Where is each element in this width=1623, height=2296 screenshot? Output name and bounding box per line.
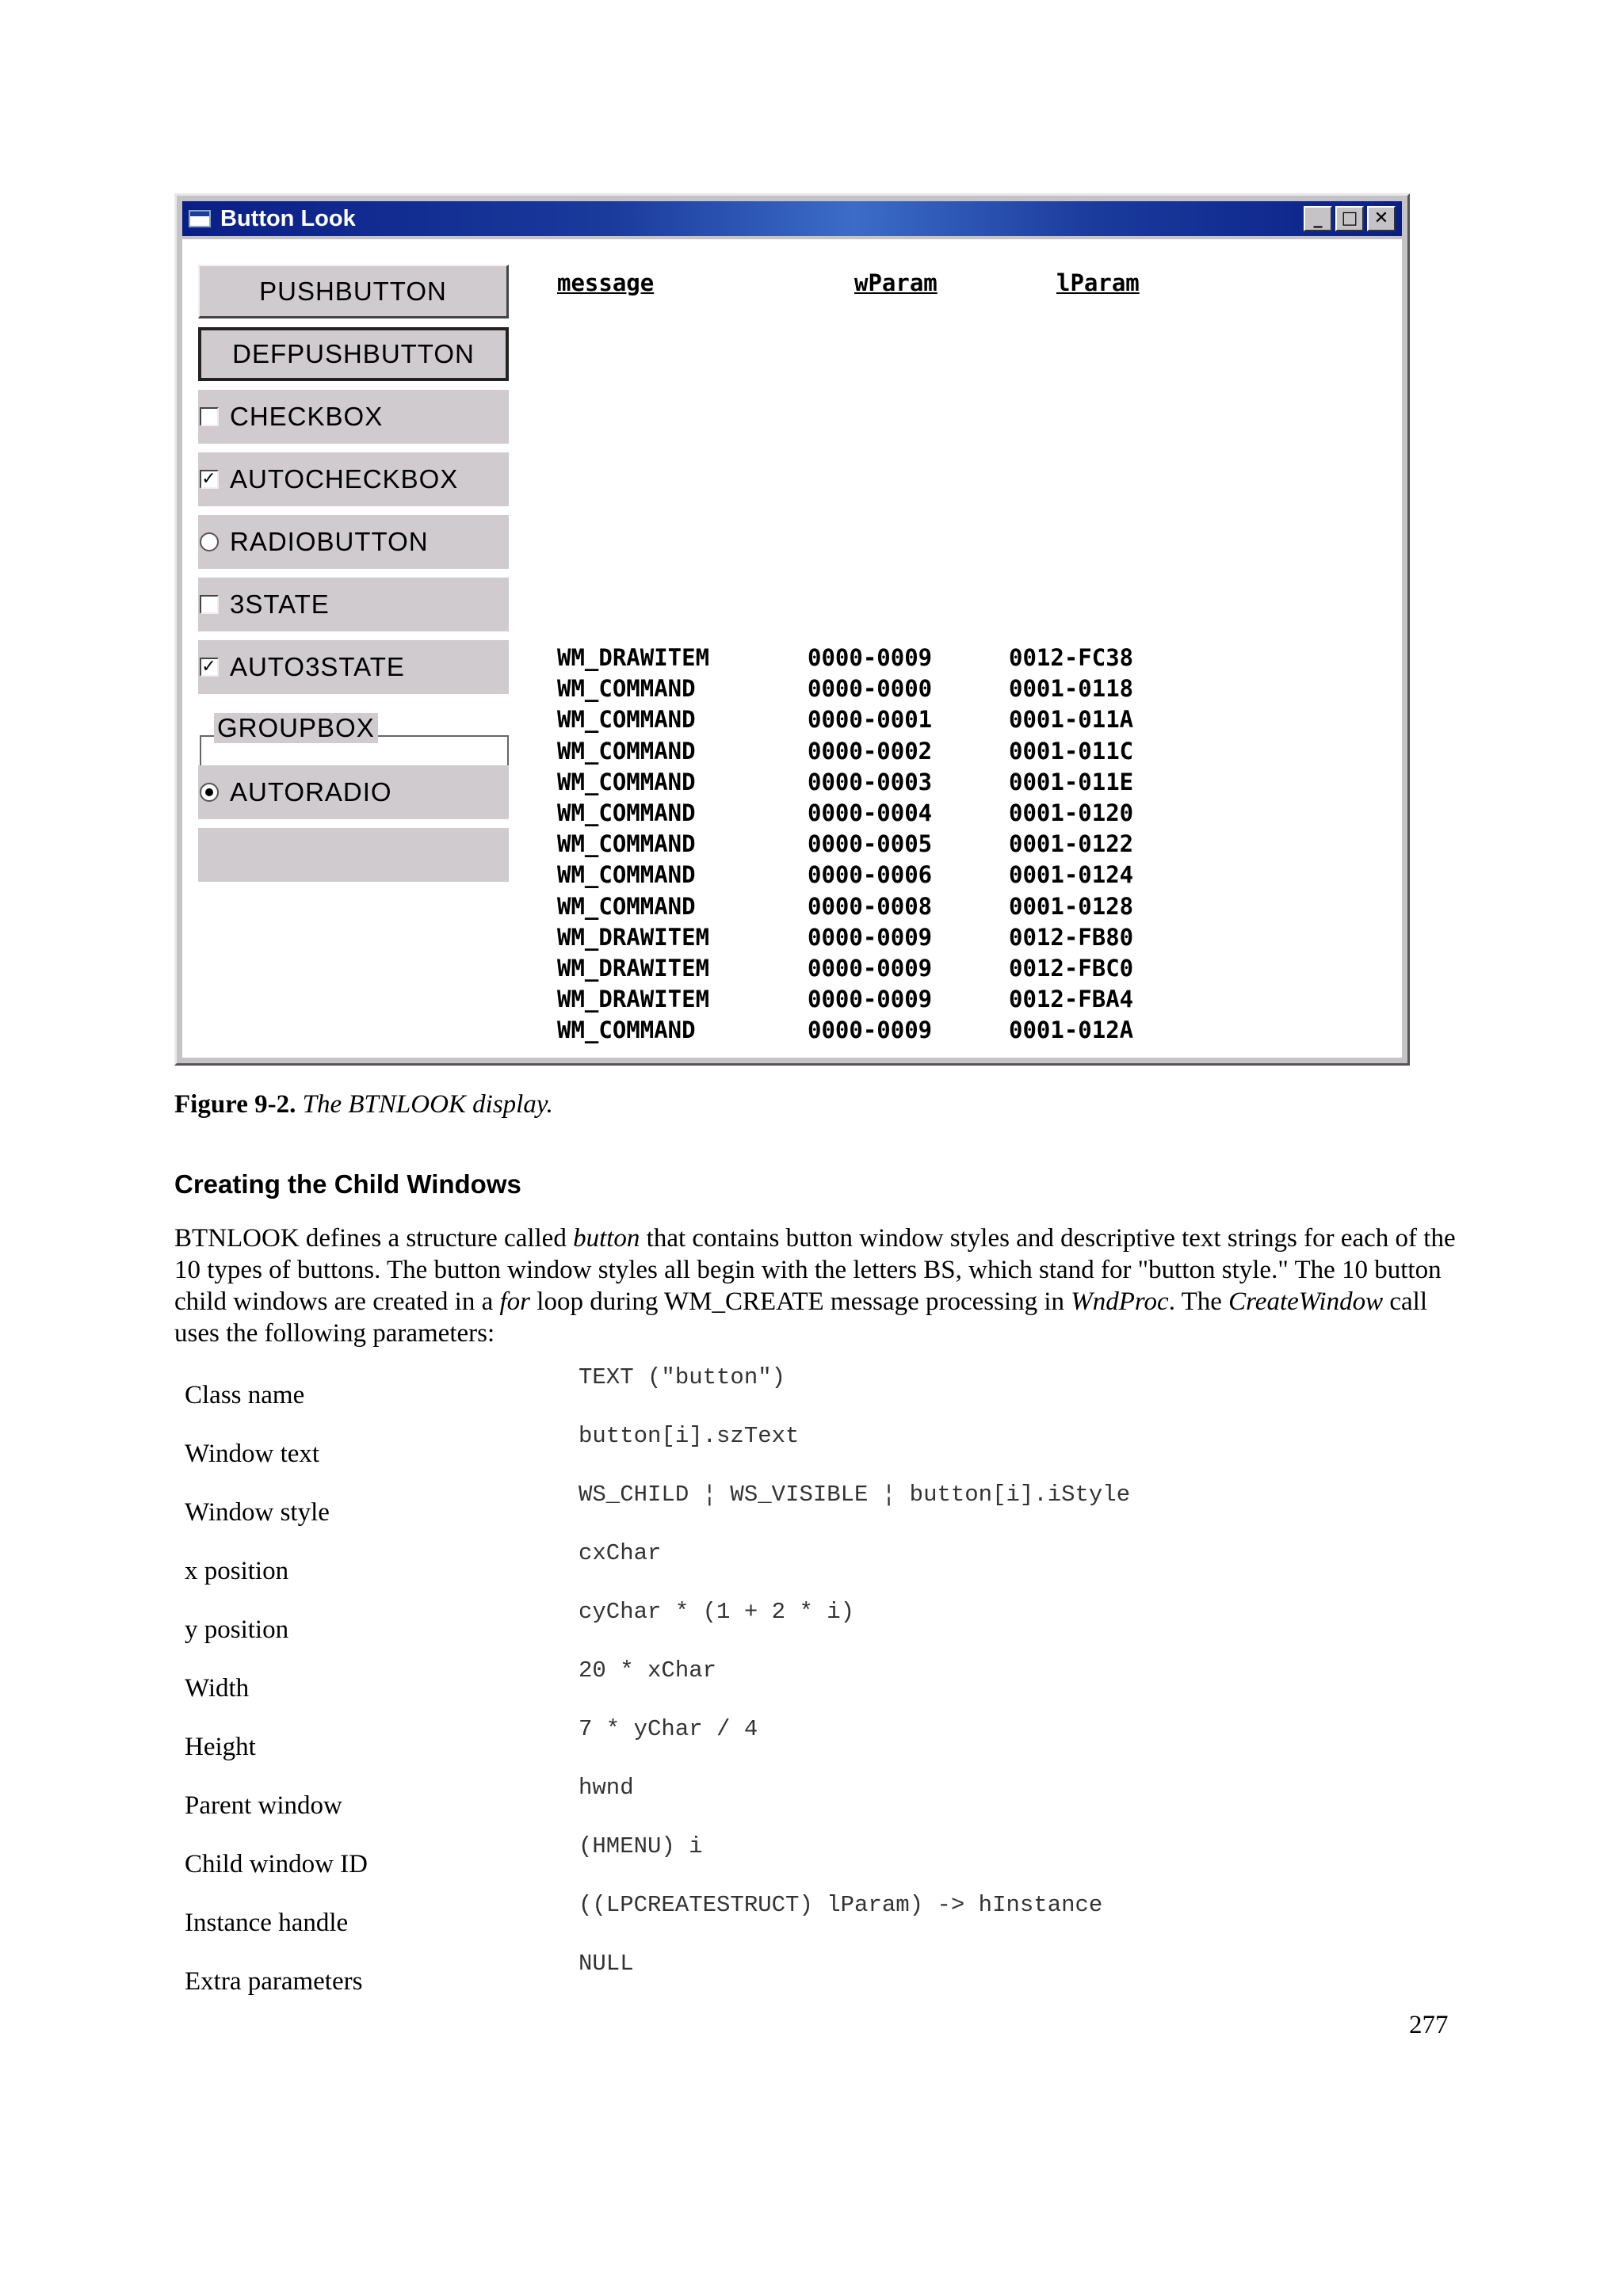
log-message: WM_COMMAND xyxy=(557,892,696,920)
parameter-value: cyChar * (1 + 2 * i) xyxy=(579,1599,855,1625)
radio-unselected-icon xyxy=(200,532,219,551)
para-italic: WndProc xyxy=(1071,1287,1169,1316)
parameter-value: button[i].szText xyxy=(579,1423,800,1449)
log-wparam: 0000-0009 xyxy=(808,923,933,951)
radiobutton-label: RADIOBUTTON xyxy=(230,527,429,556)
figure-title: The BTNLOOK display. xyxy=(302,1090,553,1119)
parameter-value: ((LPCREATESTRUCT) lParam) -> hInstance xyxy=(579,1892,1103,1918)
log-wparam: 0000-0009 xyxy=(808,986,933,1013)
para-text: BTNLOOK defines a structure called xyxy=(174,1224,574,1253)
parameter-value: 7 * yChar / 4 xyxy=(579,1716,758,1742)
autoradio-label: AUTORADIO xyxy=(230,777,392,807)
log-lparam: 0001-0124 xyxy=(1009,861,1134,889)
log-lparam: 0001-011C xyxy=(1009,737,1134,765)
parameter-name: Extra parameters xyxy=(185,1967,363,1996)
button-look-window xyxy=(174,193,1410,1066)
log-lparam: 0001-0120 xyxy=(1009,799,1134,826)
defpushbutton-label: DEFPUSHBUTTON xyxy=(232,339,475,368)
para-italic: CreateWindow xyxy=(1228,1287,1384,1316)
para-text: . The xyxy=(1168,1287,1229,1316)
log-lparam: 0001-011A xyxy=(1009,706,1134,734)
log-message: WM_COMMAND xyxy=(557,675,696,703)
window-title: Button Look xyxy=(220,205,356,231)
log-wparam: 0000-0004 xyxy=(808,799,933,826)
checkbox-unchecked-icon xyxy=(200,595,219,614)
3state-label: 3STATE xyxy=(230,589,330,619)
log-lparam: 0012-FBA4 xyxy=(1009,986,1134,1013)
log-wparam: 0000-0006 xyxy=(808,861,933,889)
parameter-value: WS_CHILD ¦ WS_VISIBLE ¦ button[i].iStyle xyxy=(579,1482,1131,1508)
pushbutton-label: PUSHBUTTON xyxy=(259,276,447,306)
defpushbutton[interactable] xyxy=(198,327,509,381)
parameter-name: x position xyxy=(185,1557,289,1585)
log-message: WM_DRAWITEM xyxy=(557,986,710,1013)
log-message: WM_COMMAND xyxy=(557,737,696,765)
parameter-value: NULL xyxy=(579,1951,634,1977)
log-wparam: 0000-0002 xyxy=(808,737,933,765)
radio-selected-icon xyxy=(200,783,219,802)
autocheckbox-button[interactable] xyxy=(198,452,509,506)
close-button[interactable]: ✕ xyxy=(1367,206,1396,231)
figure-caption xyxy=(174,1090,553,1119)
log-lparam: 0001-012A xyxy=(1009,1016,1134,1044)
log-wparam: 0000-0001 xyxy=(808,706,933,734)
log-message: WM_COMMAND xyxy=(557,1016,696,1044)
maximize-button[interactable]: □ xyxy=(1335,206,1364,231)
minimize-button[interactable]: _ xyxy=(1304,206,1332,231)
log-header-message: message xyxy=(557,269,655,296)
log-lparam: 0012-FC38 xyxy=(1009,644,1134,671)
para-italic: button xyxy=(573,1224,640,1253)
autocheckbox-label: AUTOCHECKBOX xyxy=(230,464,459,494)
client-area xyxy=(182,239,1402,1058)
para-text: that contains button window styles and descriptive text strings for each of the 10 types of buttons. The button window styles all begin with the letters BS, which stand for "button style." The 10 button child windows are created in a xyxy=(174,1224,1456,1316)
parameter-name: Window text xyxy=(185,1440,320,1468)
log-wparam: 0000-0000 xyxy=(808,675,933,703)
title-bar-controls xyxy=(1304,206,1396,231)
parameter-name: Window style xyxy=(185,1498,330,1527)
log-message: WM_DRAWITEM xyxy=(557,923,710,951)
log-header-lparam: lParam xyxy=(1056,269,1140,296)
log-wparam: 0000-0005 xyxy=(808,830,933,858)
checkbox-label: CHECKBOX xyxy=(230,402,384,431)
figure-label: Figure 9-2. xyxy=(174,1090,296,1119)
log-header-wparam: wParam xyxy=(854,269,938,296)
parameter-value: hwnd xyxy=(579,1775,634,1801)
log-wparam: 0000-0009 xyxy=(808,644,933,671)
title-bar[interactable] xyxy=(182,201,1402,236)
auto3state-label: AUTO3STATE xyxy=(230,652,405,681)
log-message: WM_COMMAND xyxy=(557,861,696,889)
log-lparam: 0012-FB80 xyxy=(1009,923,1134,951)
log-message: WM_COMMAND xyxy=(557,706,696,734)
groupbox-label: GROUPBOX xyxy=(214,713,378,743)
3state-button[interactable] xyxy=(198,578,509,631)
log-lparam: 0001-0122 xyxy=(1009,830,1134,858)
section-heading: Creating the Child Windows xyxy=(174,1169,521,1199)
log-message: WM_DRAWITEM xyxy=(557,644,710,671)
checkbox-checked-icon: ✓ xyxy=(200,470,219,489)
parameter-value: (HMENU) i xyxy=(579,1833,703,1859)
auto3state-button[interactable] xyxy=(198,640,509,694)
log-wparam: 0000-0008 xyxy=(808,892,933,920)
parameter-name: Parent window xyxy=(185,1791,342,1820)
checkbox-checked-icon: ✓ xyxy=(200,658,219,677)
log-message: WM_COMMAND xyxy=(557,768,696,795)
log-message: WM_DRAWITEM xyxy=(557,955,710,982)
log-wparam: 0000-0009 xyxy=(808,1016,933,1044)
parameter-value: 20 * xChar xyxy=(579,1657,717,1684)
log-wparam: 0000-0009 xyxy=(808,955,933,982)
parameter-name: Instance handle xyxy=(185,1909,349,1937)
parameter-name: Width xyxy=(185,1674,250,1703)
body-paragraph xyxy=(174,1222,1474,1349)
log-lparam: 0001-0118 xyxy=(1009,675,1134,703)
checkbox-unchecked-icon xyxy=(200,407,219,426)
parameter-name: Child window ID xyxy=(185,1850,368,1878)
log-message: WM_COMMAND xyxy=(557,830,696,858)
para-text: loop during WM_CREATE message processing in xyxy=(530,1287,1071,1316)
autoradio-button[interactable] xyxy=(198,765,509,819)
para-italic: for xyxy=(499,1287,531,1316)
radiobutton[interactable] xyxy=(198,515,509,569)
log-lparam: 0012-FBC0 xyxy=(1009,955,1134,982)
para-text: call uses the following parameters: xyxy=(174,1287,1428,1348)
parameter-value: TEXT ("button") xyxy=(579,1364,786,1390)
page-number: 277 xyxy=(1409,2011,1449,2039)
log-lparam: 0001-011E xyxy=(1009,768,1134,795)
parameter-value: cxChar xyxy=(579,1540,662,1566)
log-wparam: 0000-0003 xyxy=(808,768,933,795)
window-app-icon xyxy=(189,210,211,227)
pushbutton[interactable] xyxy=(198,265,509,318)
parameter-name: Class name xyxy=(185,1381,305,1409)
checkbox-button[interactable] xyxy=(198,390,509,444)
log-message: WM_COMMAND xyxy=(557,799,696,826)
ownerdraw-button[interactable] xyxy=(198,828,509,882)
parameter-name: y position xyxy=(185,1615,289,1644)
parameter-name: Height xyxy=(185,1733,256,1761)
log-lparam: 0001-0128 xyxy=(1009,892,1134,920)
